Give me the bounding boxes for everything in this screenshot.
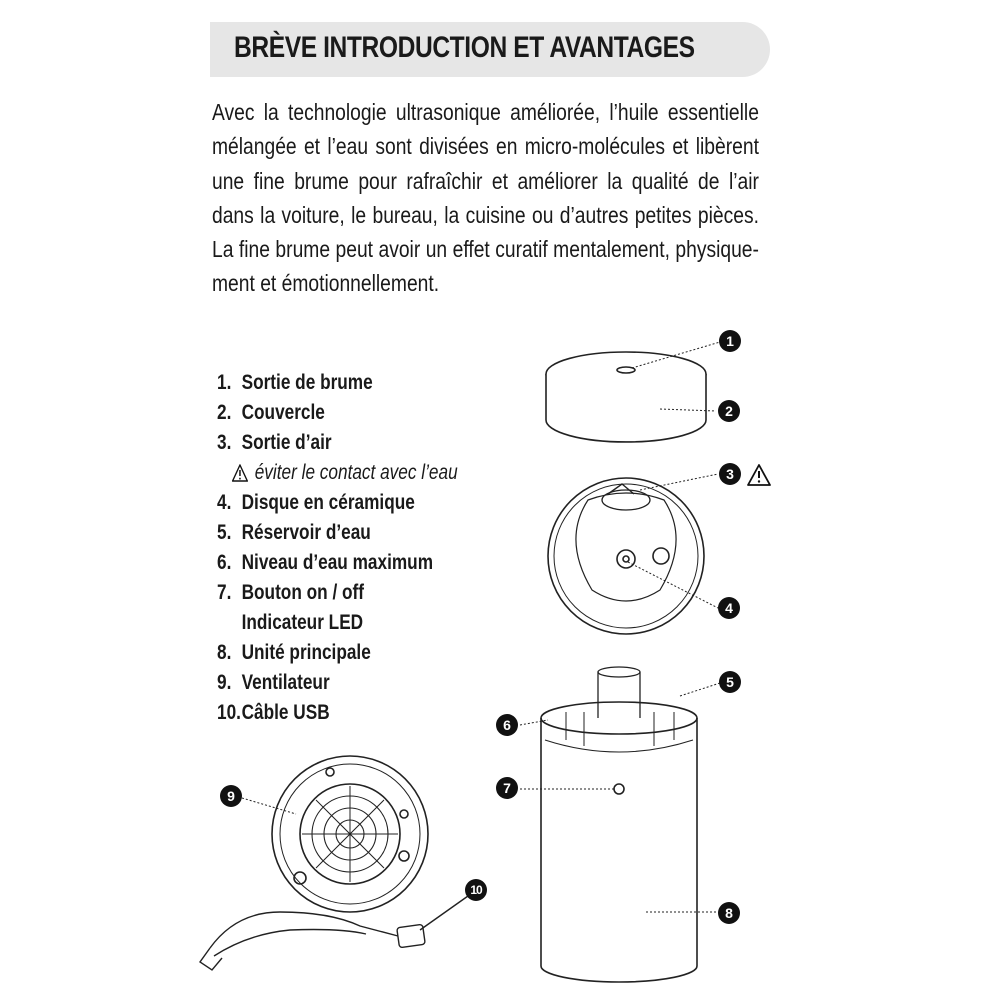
list-item: 5. Réservoir d’eau: [217, 521, 371, 544]
list-item: 1. Sortie de brume: [217, 371, 373, 394]
callout-6: 6: [496, 714, 518, 736]
callout-9: 9: [220, 785, 242, 807]
ceramic-disc-top-view: [548, 478, 704, 634]
lid-drawing: [546, 352, 706, 442]
list-item-continuation: Indicateur LED: [241, 611, 364, 634]
callout-4: 4: [718, 597, 740, 619]
list-item: 8. Unité principale: [217, 641, 371, 664]
callout-8: 8: [718, 902, 740, 924]
intro-paragraph: Avec la technologie ultrasonique améliorée, l’huile essentielle mélangée et l’eau sont divisées en micro-molécules et libèrent une fine brume pour rafraîchir et améliorer la qualité de l’air dans la voiture, le bureau, la cuisine ou d’autres petites pièces. La fine brume peut avoir un effet curatif mentalement, physique-ment et émotionnellement.: [212, 99, 759, 297]
list-item: 9. Ventilateur: [217, 671, 330, 694]
list-item: 10.Câble USB: [217, 701, 330, 724]
warning-note: éviter le contact avec l’eau: [217, 458, 458, 488]
list-item: 6. Niveau d’eau maximum: [217, 551, 434, 574]
callout-10: 10: [465, 879, 487, 901]
main-unit-drawing: [541, 667, 697, 982]
list-item: 2. Couvercle: [217, 401, 325, 424]
callout-7: 7: [496, 777, 518, 799]
callout-3: 3: [719, 463, 741, 485]
list-item: 4. Disque en céramique: [217, 491, 415, 514]
list-item: 7. Bouton on / off: [217, 581, 365, 604]
list-item: 3. Sortie d’air: [217, 431, 332, 454]
warning-triangle-icon: [746, 463, 772, 487]
fan-drawing: [272, 756, 428, 912]
callout-2: 2: [718, 400, 740, 422]
usb-cable-drawing: [200, 896, 468, 970]
callout-1: 1: [719, 330, 741, 352]
section-title: BRÈVE INTRODUCTION ET AVANTAGES: [234, 31, 695, 64]
callout-5: 5: [719, 671, 741, 693]
